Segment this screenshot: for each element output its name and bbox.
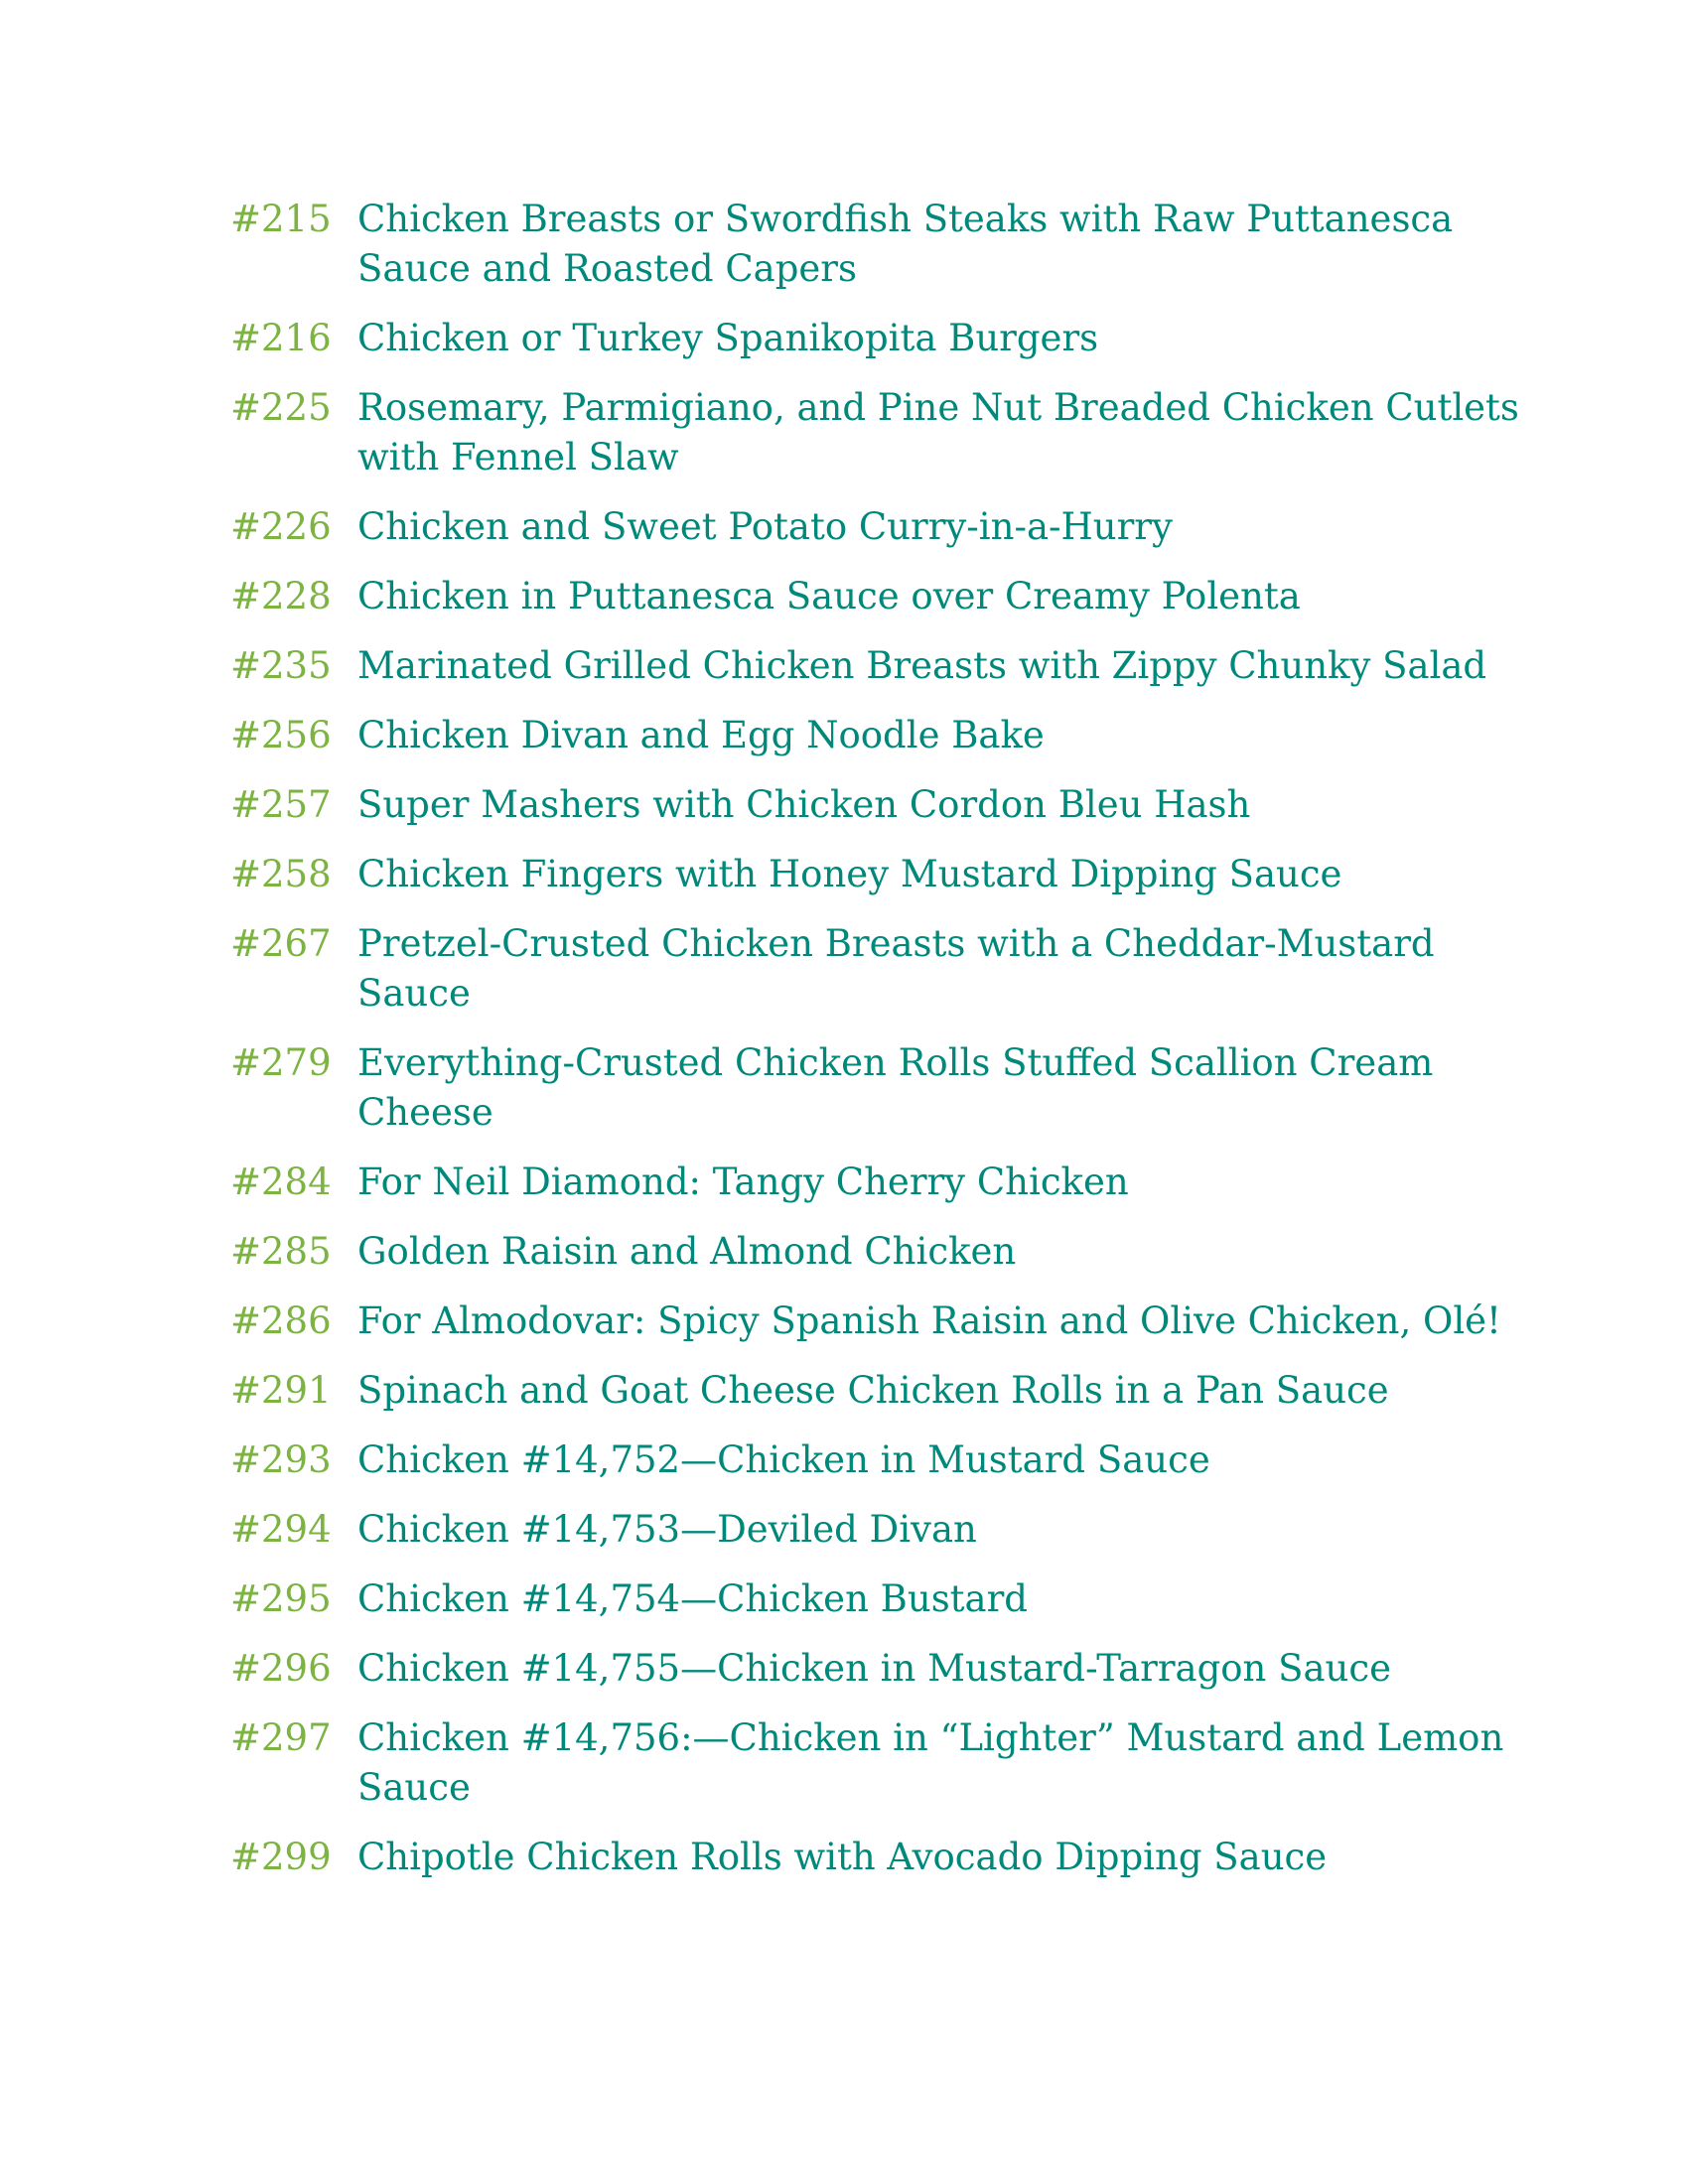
- recipe-title-link[interactable]: Chipotle Chicken Rolls with Avocado Dipping Sauce: [357, 1836, 1328, 1878]
- recipe-item: [230, 572, 1521, 621]
- recipe-item: [230, 1158, 1521, 1207]
- recipe-title-link[interactable]: Chicken #14,752—Chicken in Mustard Sauce: [357, 1438, 1210, 1481]
- recipe-title-link[interactable]: Golden Raisin and Almond Chicken: [357, 1230, 1017, 1273]
- recipe-number: #291: [230, 1369, 332, 1412]
- recipe-number: #293: [230, 1438, 332, 1481]
- recipe-item: [230, 195, 1521, 294]
- recipe-title-link[interactable]: Pretzel-Crusted Chicken Breasts with a Cheddar-Mustard Sauce: [357, 922, 1435, 1015]
- recipe-item: [230, 1435, 1521, 1485]
- recipe-title-link[interactable]: Chicken in Puttanesca Sauce over Creamy Polenta: [357, 575, 1301, 617]
- recipe-item: [230, 1644, 1521, 1694]
- recipe-title-link[interactable]: Chicken #14,755—Chicken in Mustard-Tarragon Sauce: [357, 1647, 1391, 1690]
- recipe-number: #295: [230, 1577, 332, 1620]
- recipe-number: #257: [230, 783, 332, 826]
- recipe-number: #286: [230, 1299, 332, 1342]
- recipe-number: #228: [230, 575, 332, 617]
- recipe-item: [230, 1227, 1521, 1277]
- recipe-number: #215: [230, 198, 332, 240]
- recipe-number: #297: [230, 1716, 332, 1759]
- recipe-item: [230, 1713, 1521, 1813]
- recipe-number: #284: [230, 1160, 332, 1203]
- recipe-item: [230, 1574, 1521, 1624]
- recipe-item: [230, 780, 1521, 830]
- recipe-title-link[interactable]: Chicken #14,753—Deviled Divan: [357, 1508, 977, 1551]
- recipe-number: #225: [230, 386, 332, 429]
- recipe-number: #226: [230, 505, 332, 548]
- recipe-title-link[interactable]: Chicken and Sweet Potato Curry-in-a-Hurry: [357, 505, 1173, 548]
- recipe-number: #279: [230, 1041, 332, 1084]
- recipe-title-link[interactable]: Chicken Fingers with Honey Mustard Dipping Sauce: [357, 853, 1342, 895]
- recipe-item: [230, 711, 1521, 760]
- recipe-item: [230, 314, 1521, 363]
- recipe-item: [230, 502, 1521, 552]
- recipe-title-link[interactable]: Super Mashers with Chicken Cordon Bleu Hash: [357, 783, 1251, 826]
- recipe-number: #235: [230, 644, 332, 687]
- recipe-number: #258: [230, 853, 332, 895]
- recipe-item: [230, 1505, 1521, 1555]
- recipe-title-link[interactable]: Marinated Grilled Chicken Breasts with Zippy Chunky Salad: [357, 644, 1487, 687]
- recipe-title-link[interactable]: Rosemary, Parmigiano, and Pine Nut Breaded Chicken Cutlets with Fennel Slaw: [357, 386, 1519, 478]
- recipe-number: #285: [230, 1230, 332, 1273]
- recipe-item: [230, 850, 1521, 899]
- recipe-number: #256: [230, 714, 332, 756]
- recipe-number: #294: [230, 1508, 332, 1551]
- recipe-title-link[interactable]: Chicken Breasts or Swordfish Steaks with Raw Puttanesca Sauce and Roasted Capers: [357, 198, 1454, 290]
- recipe-item: [230, 1297, 1521, 1346]
- recipe-list: [230, 195, 1521, 1882]
- recipe-number: #216: [230, 317, 332, 359]
- recipe-title-link[interactable]: For Almodovar: Spicy Spanish Raisin and Olive Chicken, Olé!: [357, 1299, 1501, 1342]
- recipe-title-link[interactable]: For Neil Diamond: Tangy Cherry Chicken: [357, 1160, 1129, 1203]
- recipe-item: [230, 641, 1521, 691]
- recipe-title-link[interactable]: Chicken Divan and Egg Noodle Bake: [357, 714, 1045, 756]
- recipe-item: [230, 919, 1521, 1019]
- recipe-title-link[interactable]: Chicken #14,754—Chicken Bustard: [357, 1577, 1028, 1620]
- recipe-title-link[interactable]: Chicken or Turkey Spanikopita Burgers: [357, 317, 1099, 359]
- recipe-title-link[interactable]: Chicken #14,756:—Chicken in “Lighter” Mustard and Lemon Sauce: [357, 1716, 1504, 1809]
- recipe-number: #296: [230, 1647, 332, 1690]
- recipe-item: [230, 383, 1521, 482]
- recipe-item: [230, 1038, 1521, 1138]
- recipe-number: #299: [230, 1836, 332, 1878]
- recipe-title-link[interactable]: Spinach and Goat Cheese Chicken Rolls in a Pan Sauce: [357, 1369, 1389, 1412]
- recipe-item: [230, 1833, 1521, 1882]
- recipe-item: [230, 1366, 1521, 1416]
- recipe-number: #267: [230, 922, 332, 965]
- recipe-title-link[interactable]: Everything-Crusted Chicken Rolls Stuffed Scallion Cream Cheese: [357, 1041, 1434, 1134]
- recipe-index-page: [230, 195, 1521, 1902]
